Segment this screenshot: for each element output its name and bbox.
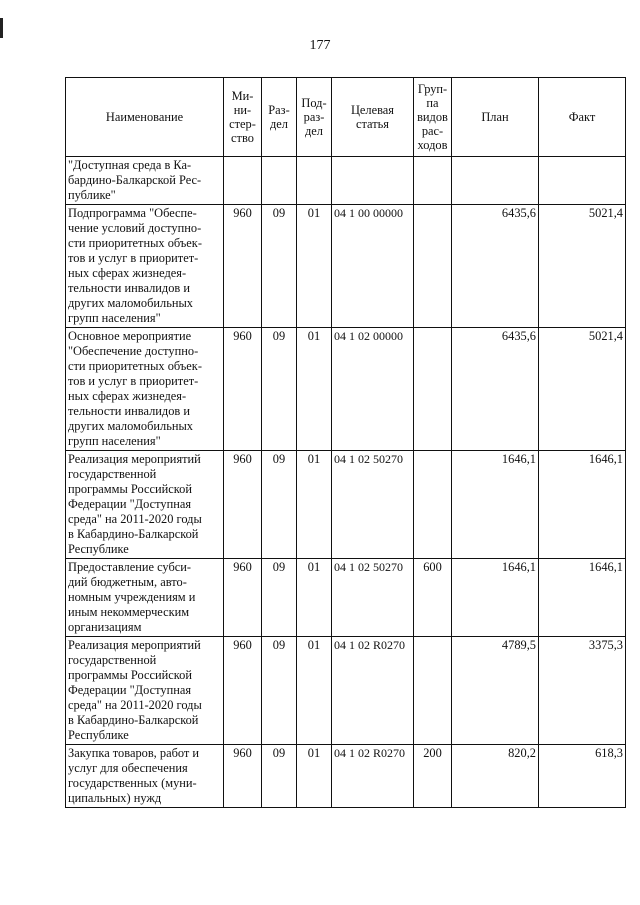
- cell-plan: 1646,1: [452, 559, 539, 637]
- table-row: [66, 205, 626, 328]
- table-row: [66, 745, 626, 808]
- cell-fact: 5021,4: [539, 205, 626, 328]
- cell-ministry: 960: [224, 745, 262, 808]
- cell-subsection: 01: [297, 745, 332, 808]
- cell-name: "Доступная среда в Ка- бардино-Балкарской Рес- публике": [66, 157, 224, 205]
- cell-name: Реализация мероприятий государственной программы Российской Федерации "Доступная среда" на 2011-2020 годы в Кабардино-Балкарской Республике: [66, 637, 224, 745]
- table-header-row: [66, 78, 626, 157]
- table-row: [66, 637, 626, 745]
- cell-subsection: 01: [297, 559, 332, 637]
- cell-group: 200: [414, 745, 452, 808]
- cell-group: [414, 451, 452, 559]
- cell-subsection: 01: [297, 451, 332, 559]
- cell-plan: 4789,5: [452, 637, 539, 745]
- cell-subsection: [297, 157, 332, 205]
- cell-name: Подпрограмма "Обеспе- чение условий доступно- сти приоритетных объек- тов и услуг в приоритет- ных сферах жизнедея- тельности инвалидов и других маломобильных групп населения": [66, 205, 224, 328]
- cell-target: 04 1 02 50270: [332, 559, 414, 637]
- cell-ministry: 960: [224, 328, 262, 451]
- header-section: Раз- дел: [262, 78, 297, 157]
- cell-ministry: 960: [224, 637, 262, 745]
- cell-target: 04 1 02 R0270: [332, 637, 414, 745]
- header-target: Целевая статья: [332, 78, 414, 157]
- table-body: [66, 157, 626, 808]
- header-plan: План: [452, 78, 539, 157]
- cell-section: 09: [262, 559, 297, 637]
- cell-fact: 5021,4: [539, 328, 626, 451]
- cell-section: 09: [262, 205, 297, 328]
- cell-group: [414, 205, 452, 328]
- cell-section: [262, 157, 297, 205]
- cell-section: 09: [262, 451, 297, 559]
- table-row: [66, 157, 626, 205]
- header-name: Наименование: [66, 78, 224, 157]
- cell-target: 04 1 02 R0270: [332, 745, 414, 808]
- page-edge-mark: [0, 18, 3, 38]
- cell-ministry: [224, 157, 262, 205]
- cell-ministry: 960: [224, 205, 262, 328]
- cell-plan: [452, 157, 539, 205]
- cell-section: 09: [262, 328, 297, 451]
- cell-fact: [539, 157, 626, 205]
- cell-group: [414, 637, 452, 745]
- cell-fact: 1646,1: [539, 451, 626, 559]
- header-ministry: Ми- ни- стер- ство: [224, 78, 262, 157]
- table-row: [66, 559, 626, 637]
- cell-target: 04 1 02 50270: [332, 451, 414, 559]
- cell-section: 09: [262, 745, 297, 808]
- cell-fact: 3375,3: [539, 637, 626, 745]
- cell-ministry: 960: [224, 451, 262, 559]
- cell-subsection: 01: [297, 328, 332, 451]
- cell-target: 04 1 00 00000: [332, 205, 414, 328]
- cell-plan: 6435,6: [452, 205, 539, 328]
- page-number: 177: [309, 38, 331, 53]
- header-group: Груп- па видов рас- ходов: [414, 78, 452, 157]
- cell-target: 04 1 02 00000: [332, 328, 414, 451]
- cell-plan: 1646,1: [452, 451, 539, 559]
- cell-name: Реализация мероприятий государственной программы Российской Федерации "Доступная среда" на 2011-2020 годы в Кабардино-Балкарской Республике: [66, 451, 224, 559]
- cell-ministry: 960: [224, 559, 262, 637]
- cell-subsection: 01: [297, 205, 332, 328]
- cell-section: 09: [262, 637, 297, 745]
- cell-target: [332, 157, 414, 205]
- cell-plan: 6435,6: [452, 328, 539, 451]
- cell-plan: 820,2: [452, 745, 539, 808]
- budget-table: [65, 77, 626, 808]
- table-row: [66, 451, 626, 559]
- cell-name: Предоставление субси- дий бюджетным, авто- номным учреждениям и иным некоммерческим организациям: [66, 559, 224, 637]
- cell-group: 600: [414, 559, 452, 637]
- cell-subsection: 01: [297, 637, 332, 745]
- cell-name: Основное мероприятие "Обеспечение доступно- сти приоритетных объек- тов и услуг в приоритет- ных сферах жизнедея- тельности инвалидов и других маломобильных групп населения": [66, 328, 224, 451]
- cell-fact: 618,3: [539, 745, 626, 808]
- table-row: [66, 328, 626, 451]
- header-fact: Факт: [539, 78, 626, 157]
- cell-group: [414, 328, 452, 451]
- cell-name: Закупка товаров, работ и услуг для обеспечения государственных (муни- ципальных) нужд: [66, 745, 224, 808]
- cell-fact: 1646,1: [539, 559, 626, 637]
- header-subsection: Под- раз- дел: [297, 78, 332, 157]
- cell-group: [414, 157, 452, 205]
